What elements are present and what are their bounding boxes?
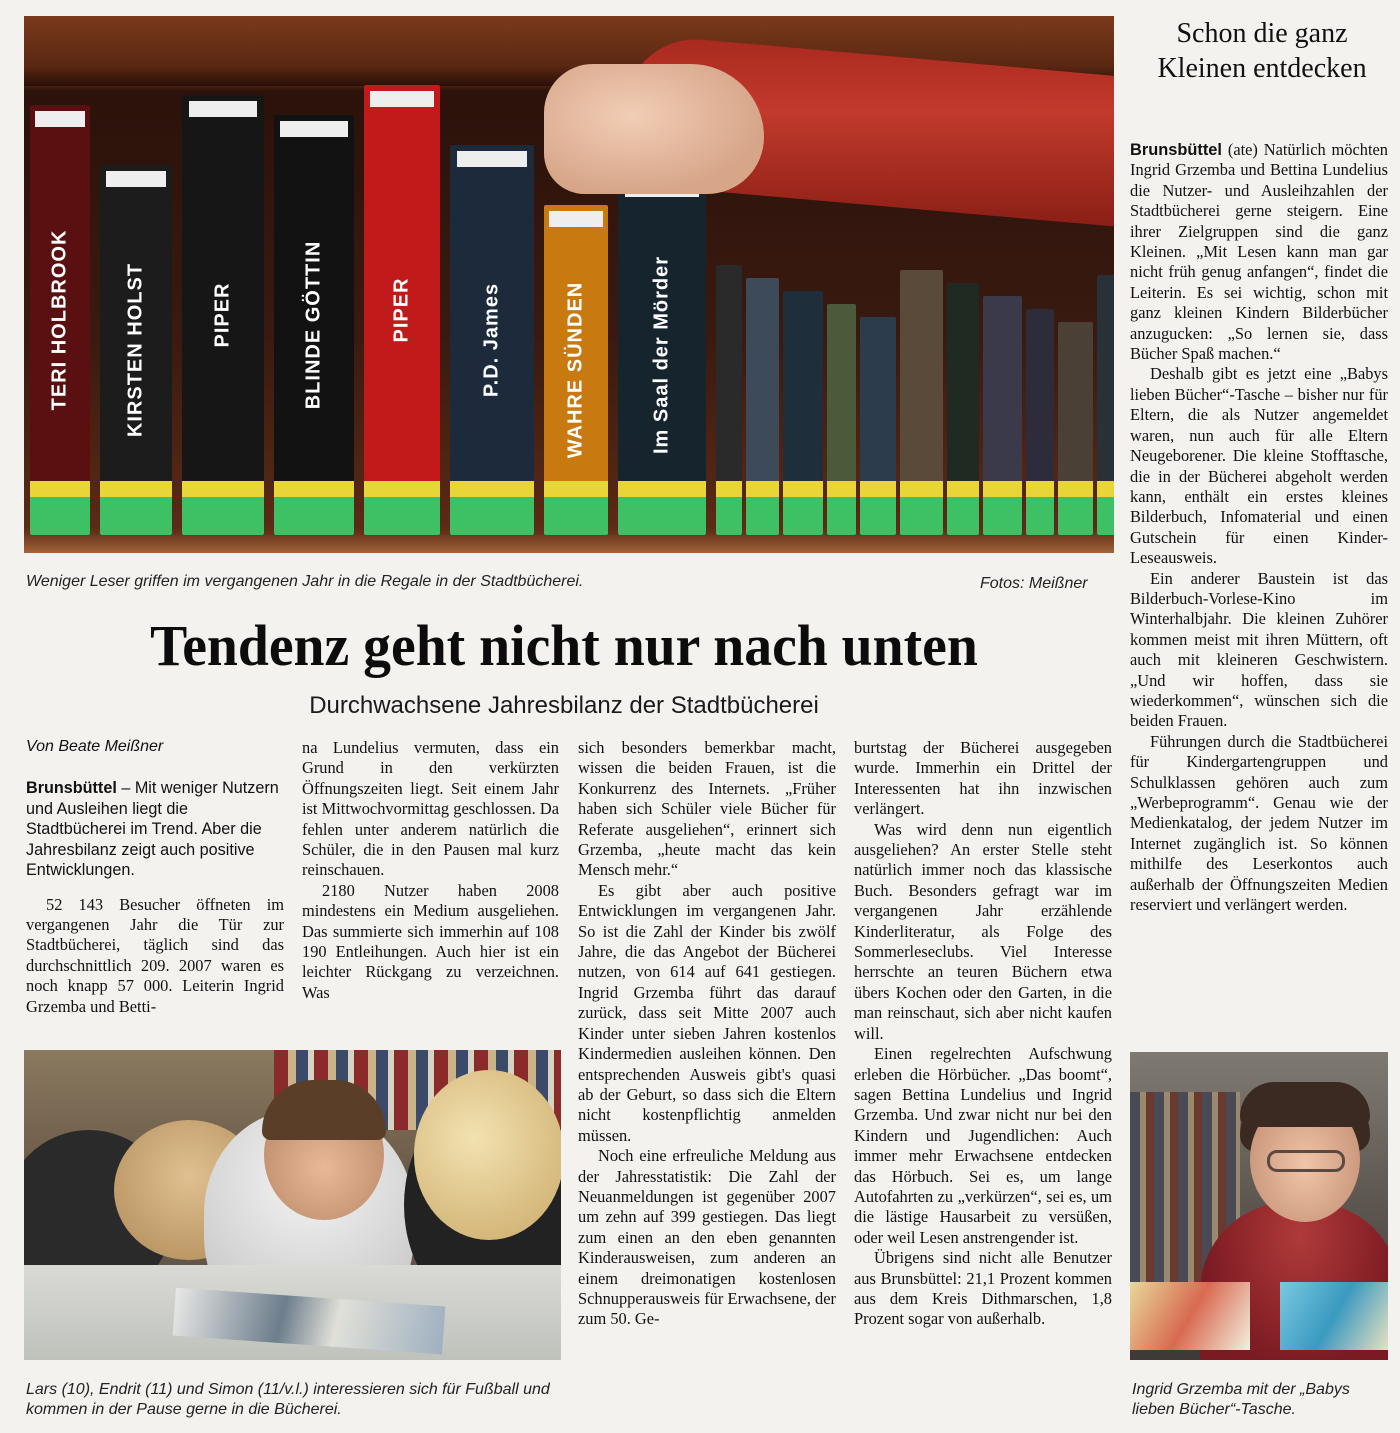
book-tag-green [1097, 497, 1114, 535]
article-column-1 [26, 778, 284, 1017]
book-spine [1058, 322, 1093, 535]
side-paragraph: Ein anderer Baustein ist das Bilderbuch-Vorlese-Kino im Winterhalbjahr. Die kleinen Zuhörer kommen meist mit ihren Müttern, oft auch mit kleineren Geschwistern. „Und wir hoffen, dass sie wiederkommen“, wünschen sich die beiden Frauen. [1130, 568, 1388, 731]
lead-place: Brunsbüttel [26, 779, 117, 797]
main-subheadline: Durchwachsene Jahresbilanz der Stadtbücherei [309, 692, 819, 719]
article-paragraph: 52 143 Besucher öffneten im vergangenen Jahr die Tür zur Stadtbücherei, täglich sind das durchschnittlich 209. 2007 waren es noch knapp 57 000. Leiterin Ingrid Grzemba und Betti- [26, 894, 284, 1016]
book-tag-yellow [1026, 481, 1054, 497]
book-tag-yellow [100, 481, 172, 497]
picture-book-right [1280, 1282, 1388, 1350]
book-spine [618, 175, 706, 535]
book-spine [983, 296, 1022, 535]
book-spine [900, 270, 943, 535]
book-spine [100, 165, 172, 535]
article-column-4 [854, 738, 1112, 1330]
book-tag-green [1026, 497, 1054, 535]
book-tag-yellow [860, 481, 896, 497]
book-label [106, 171, 166, 187]
book-tag-green [182, 497, 264, 535]
book-title: KIRSTEN HOLST [124, 262, 147, 438]
book-tag-green [450, 497, 534, 535]
book-tag-green [900, 497, 943, 535]
book-spine [1097, 275, 1114, 535]
book-tag-yellow [746, 481, 779, 497]
side-article-body [1130, 140, 1388, 915]
lead-paragraph: Brunsbüttel – Mit weniger Nutzern und Ausleihen liegt die Stadtbücherei im Trend. Aber die Jahresbilanz zeigt auch positive Entwicklungen. [26, 779, 279, 879]
book-tag-green [618, 497, 706, 535]
book-tag-green [1058, 497, 1093, 535]
book-spine [783, 291, 823, 535]
book-title: Im Saal der Mörder [650, 255, 673, 455]
portrait-photo [1130, 1052, 1388, 1360]
book-spine [827, 304, 856, 535]
book-tag-yellow [1058, 481, 1093, 497]
article-column-2 [302, 738, 559, 1003]
book-tag-green [364, 497, 440, 535]
side-paragraph: Brunsbüttel (ate) Natürlich möchten Ingrid Grzemba und Bettina Lundelius die Nutzer- und Ausleihzahlen der Stadtbücherei gerne steigern. Eine ihrer Zielgruppen sind die ganz Kleinen. „Mit Lesen kann man gar nicht früh genug anfangen“, findet die Leiterin. Es sei wichtig, schon mit ganz kleinen Kindern Bilderbücher anzugucken: „So lernen sie, dass Bücher Spaß machen.“ [1130, 140, 1388, 364]
article-paragraph: na Lundelius vermuten, dass ein Grund in den verkürzten Öffnungszeiten liegt. Seit einem Jahr ist Mittwochvormittag geschlossen. Da fehlen unter anderem natürlich die Schüler, die in den Pausen mal kurz reinschauen. [302, 738, 559, 880]
article-paragraph: 2180 Nutzer haben 2008 mindestens ein Medium ausgeliehen. Das summierte sich immerhin auf 108 190 Entleihungen. Auch hier ist ein leichter Rückgang zu verzeichnen. Was [302, 880, 559, 1002]
photo-credit: Fotos: Meißner [980, 575, 1088, 592]
side-place: Brunsbüttel [1130, 141, 1222, 159]
side-paragraph: Führungen durch die Stadtbücherei für Kindergartengruppen und Schulklassen gehören auch zum „Werbeprogramm“. Genau wie der Medienkatalog, der jedem Nutzer im Internet zugänglich ist. So können mithilfe des Leserkontos auch außerhalb der Öffnungszeiten Medien reserviert und verlängert werden. [1130, 731, 1388, 915]
main-photo-caption: Weniger Leser griffen im vergangenen Jahr in die Regale in der Stadtbücherei. [26, 573, 584, 590]
glasses [1267, 1150, 1345, 1172]
kids-photo-caption: Lars (10), Endrit (11) und Simon (11/v.l.) interessieren sich für Fußball und kommen in der Pause gerne in die Bücherei. [26, 1381, 550, 1418]
person-fringe [1240, 1082, 1370, 1127]
book-spine [860, 317, 896, 535]
kid-right-hair [414, 1070, 561, 1240]
article-paragraph: Übrigens sind nicht alle Benutzer aus Brunsbüttel: 21,1 Prozent kommen aus dem Kreis Dithmarschen, 1,8 Prozent sogar von außerhalb. [854, 1248, 1112, 1329]
book-title: TERI HOLBROOK [48, 229, 71, 411]
book-tag-yellow [274, 481, 354, 497]
book-tag-yellow [544, 481, 608, 497]
book-title: PIPER [211, 282, 234, 348]
book-spine [746, 278, 779, 535]
book-label [189, 101, 258, 117]
shelf-board-bottom [24, 535, 1114, 553]
book-tag-green [544, 497, 608, 535]
article-paragraph: sich besonders bemerkbar macht, wissen die beiden Frauen, ist die Konkurrenz des Internets. „Früher haben sich Schüler viele Bücher für Referate ausgeliehen“, erinnert sich Grzemba, „heute macht das kein Mensch mehr.“ [578, 738, 836, 880]
book-tag-yellow [30, 481, 90, 497]
book-label [370, 91, 434, 107]
book-tag-yellow [450, 481, 534, 497]
article-paragraph: Was wird denn nun eigentlich ausgeliehen? An erster Stelle steht natürlich immer noch das klassische Buch. Besonders gefragt war im vergangenen Jahr erzählende Kinderliteratur, als Folge des Sommerleseclubs. Viel Interesse herrschte an teuren Büchern etwa übers Kochen oder den Garten, in die man reinschaut, sich aber nicht kaufen will. [854, 819, 1112, 1043]
bookshelf-photo [24, 16, 1114, 553]
book-spine [30, 105, 90, 535]
hand-pulling-book [544, 64, 764, 194]
book-spine [450, 145, 534, 535]
article-paragraph: burtstag der Bücherei ausgegeben wurde. Immerhin ein Drittel der Interessenten hat ihn inzwischen verlängert. [854, 738, 1112, 819]
book-spine [182, 95, 264, 535]
book-spine [364, 85, 440, 535]
book-label [457, 151, 528, 167]
book-tag-green [716, 497, 742, 535]
book-tag-yellow [716, 481, 742, 497]
picture-book-left [1130, 1282, 1250, 1350]
article-paragraph: Einen regelrechten Aufschwung erleben die Hörbücher. „Das boomt“, sagen Bettina Lundelius und Ingrid Grzemba. Und zwar nicht nur bei den Kindern und Jugendlichen: Auch immer mehr Erwachsene entdecken das Hörbuch. Sei es, um lange Autofahrten zu „verkürzen“, sei es, um die lästige Hausarbeit zu versüßen, oder weil Lesen anstrengender ist. [854, 1044, 1112, 1247]
book-tag-yellow [364, 481, 440, 497]
book-spine [274, 115, 354, 535]
byline: Von Beate Meißner [26, 738, 164, 755]
book-tag-green [827, 497, 856, 535]
portrait-caption: Ingrid Grzemba mit der „Babys lieben Bücher“-Tasche. [1132, 1381, 1350, 1418]
book-tag-green [983, 497, 1022, 535]
article-paragraph: Noch eine erfreuliche Meldung aus der Jahresstatistik: Die Zahl der Neuanmeldungen ist gegenüber 2007 um zehn auf 399 gestiegen. Das liegt zum einen an den eben genannten Kinderausweisen, zum anderen an einem dreimonatigen kostenlosen Schnupperausweis für Erwachsene, der zum 50. Ge- [578, 1146, 836, 1329]
book-title: BLINDE GÖTTIN [302, 240, 325, 410]
book-label [280, 121, 347, 137]
book-tag-yellow [947, 481, 979, 497]
book-tag-yellow [783, 481, 823, 497]
book-tag-green [783, 497, 823, 535]
kids-reading-photo [24, 1050, 561, 1360]
article-paragraph: Es gibt aber auch positive Entwicklungen im vergangenen Jahr. So ist die Zahl der Kinder bis zwölf Jahre, die das Angebot der Bücherei nutzen, von 614 auf 641 gestiegen. Ingrid Grzemba führt das darauf zurück, dass seit Mitte 2007 auch Kinder unter sieben Jahren kostenlos Kindermedien ausleihen können. Den entsprechenden Ausweis gibt's quasi ab der Geburt, so dass sich die Eltern nicht kostenpflichtig anmelden müssen. [578, 880, 836, 1145]
book-title: WAHRE SÜNDEN [564, 281, 587, 459]
main-headline: Tendenz geht nicht nur nach unten [150, 613, 978, 678]
book-tag-yellow [983, 481, 1022, 497]
book-tag-green [100, 497, 172, 535]
book-title: PIPER [390, 277, 413, 343]
article-column-3 [578, 738, 836, 1330]
side-paragraph: Deshalb gibt es jetzt eine „Babys lieben Bücher“-Tasche – bisher nur für Eltern, die als Nutzer angemeldet waren, nun auch für alle Eltern Neugeborener. Die kleine Stofftasche, die in der Bücherei abgeholt werden kann, enthält ein erstes kleines Bilderbuch, Infomaterial und einen Gutschein für einen Kinder-Leseausweis. [1130, 364, 1388, 568]
book-tag-yellow [182, 481, 264, 497]
book-spine [1026, 309, 1054, 535]
book-tag-green [947, 497, 979, 535]
book-tag-yellow [827, 481, 856, 497]
book-tag-yellow [900, 481, 943, 497]
book-label [35, 111, 85, 127]
book-spine [716, 265, 742, 535]
book-tag-yellow [1097, 481, 1114, 497]
book-label [549, 211, 603, 227]
book-tag-yellow [618, 481, 706, 497]
book-tag-green [274, 497, 354, 535]
book-tag-green [860, 497, 896, 535]
book-tag-green [746, 497, 779, 535]
book-spine [947, 283, 979, 535]
book-tag-green [30, 497, 90, 535]
side-headline: Schon die ganz Kleinen entdecken [1157, 18, 1367, 84]
book-spine [544, 205, 608, 535]
book-title: P.D. James [480, 282, 503, 398]
